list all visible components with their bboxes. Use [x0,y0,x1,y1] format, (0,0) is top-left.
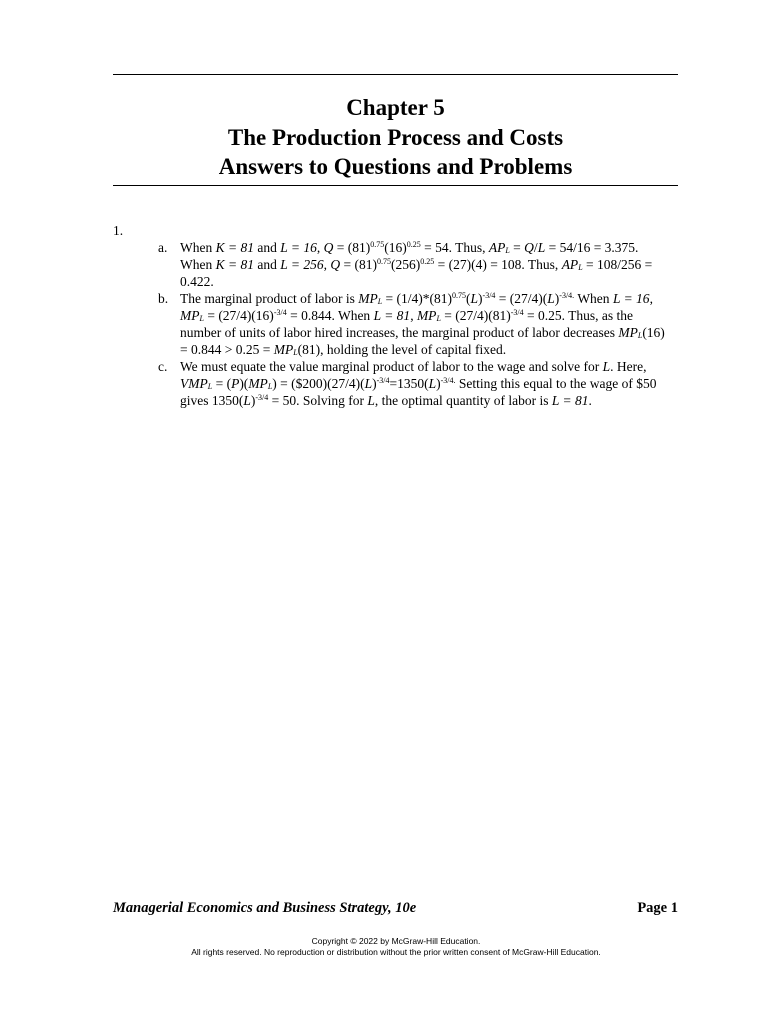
top-rule [113,74,678,75]
answer-item-b [158,290,672,358]
answer-letter: c. [158,359,168,374]
answer-item-c [158,358,672,409]
answer-text: We must equate the value marginal product of labor to the wage and solve for L. Here, $VMP_L = (P)(MP_L)$ = $(\$200)(27/4)(L)^{-3/4}=1350(L)^{-3/4.}$ Setting this equal to the wage of $50 gives $1350(L)^{-3/4} = 50$. Solving for L, the optimal quantity of labor is L = 81. [180,359,657,408]
answer-text: The marginal product of labor is $MP_L = (1/4)*(81)^{0.75}(L)^{-3/4} = (27/4)(L)^{-3/4.}$ When L = 16, $MP_L = (27/4)(16)^{-3/4} = 0.844$. When L = 81, $MP_L = (27/4)(81)^{-3/4} = 0.25$. Thus, as the number of units of labor hired increases, the marginal product of labor decreases $MP_L(16) = 0.844 > 0.25 = MP_L(81)$, holding the level of capital fixed. [180,291,665,357]
footer-page-number: Page 1 [637,900,678,916]
chapter-title: The Production Process and Costs [227,124,564,150]
chapter-subtitle: Answers to Questions and Problems [218,154,573,179]
chapter-number: Chapter 5 [346,95,445,120]
footer-book-title: Managerial Economics and Business Strategy, 10e [113,900,417,916]
copyright-line-1: Copyright © 2022 by McGraw-Hill Education. [311,936,481,946]
header-bottom-rule [113,185,678,186]
copyright-notice [100,936,692,958]
answer-letter: b. [158,291,169,306]
answer-list [158,239,672,409]
answer-item-a [158,239,672,290]
answer-text: When K = 81 and L = 16, $Q = (81)^{0.75}(16)^{0.25} = 54$. Thus, $AP_L = Q/L = 54/16 = 3.375$. When K = 81 and L = 256, $Q = (81)^{0.75}(256)^{0.25} = (27)(4) = 108$. Thus, $AP_L = 108/256 = 0.422$. [180,240,653,289]
question-number: 1. [113,223,124,238]
copyright-line-2: All rights reserved. No reproduction or distribution without the prior written consent of McGraw-Hill Education. [191,947,601,957]
chapter-header [113,93,678,182]
answer-letter: a. [158,240,168,255]
